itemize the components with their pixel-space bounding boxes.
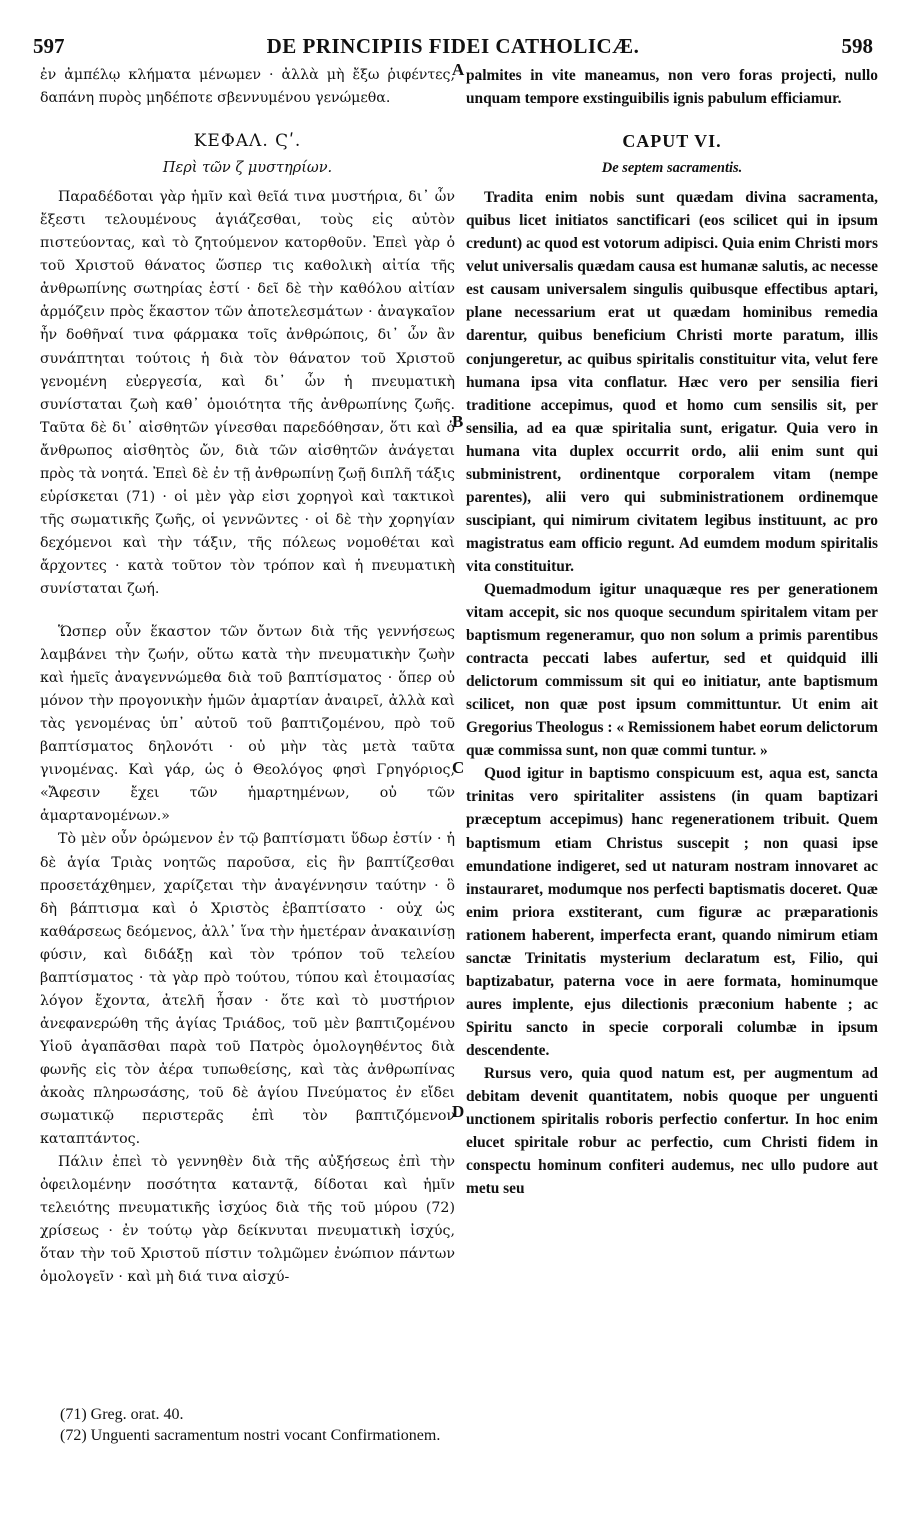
- footnote: (72) Unguenti sacramentum nostri vocant Confirmationem.: [60, 1427, 441, 1444]
- greek-chapter-subtitle: Περὶ τῶν ζ μυστηρίων.: [162, 160, 333, 177]
- latin-intro: palmites in vite maneamus, non vero foras projecti, nullo unquam tempore exstinguibilis ignis pabulum efficiamur.: [466, 67, 878, 108]
- running-title: DE PRINCIPIIS FIDEI CATHOLICÆ.: [266, 34, 640, 58]
- page-number-right: 598: [841, 34, 873, 58]
- margin-letter-b: B: [452, 412, 464, 431]
- footnote: (71) Greg. orat. 40.: [60, 1406, 184, 1423]
- greek-chapter-title: ΚΕΦΑΛ. Ϛʹ.: [193, 131, 302, 152]
- latin-paragraph: Tradita enim nobis sunt quædam divina sacramenta, quibus licet initiatos sanctificari (eos scilicet qui in ipsum credunt) ac quod est votorum adipisci. Quia enim Christi mors velut universalis quædam causa est humanæ salutis, ac necesse est causam universalem singulis quibusque effectibus aptari, plane necessarium erat ut quædam hominibus remedia darentur, quibus beneficium Christi morte paratum, illis conjungeretur, ac quibus spiritalis constituitur vita, velut fere humana ipsa vita conflatur. Hæc vero per sensilia fieri traditione accepimus, quod et homo cum sensilis sit, per sensilia, ad ea quæ spiritalia sunt, erigatur. Quia vero in humana vita duplex occurrit ordo, alii enim sunt qui subministrent, ordinentque corporalem vitam (nempe parentes), alii vero qui subministrationem ordinemque suscipiant, qui nimirum civitatem legibus instituunt, ac pro magistratus eam officio regunt. Ad eumdem modum spiritalis vita constituitur.: [466, 189, 878, 575]
- greek-paragraph: Πάλιν ἐπεὶ τὸ γεννηθὲν διὰ τῆς αὐξήσεως ἐπὶ τὴν ὀφειλομένην ποσότητα καταντᾷ, δίδοται καὶ ἡμῖν τελειότης πνευματικῆς ἰσχύος διὰ τῆς τοῦ μύρου (72) χρίσεως · ἐν τούτῳ γὰρ δείκνυται πνευματικὴ ἰσχύς, ὅταν τὴν τοῦ Χριστοῦ πίστιν τολμῶμεν ἐνώπιον πάντων ὁμολογεῖν · καὶ μὴ διά τινα αἰσχύ-: [40, 1154, 455, 1286]
- latin-paragraph: Quemadmodum igitur unaquæque res per generationem vitam accepit, sic nos quoque secundum spiritalem vitam per baptismum regeneramur, quo non solum a primis parentibus contracta peccati labes aufertur, sed et quidquid illi delictorum commissum sit qui eo initiatur, ante baptismum scilicet, non quæ post ipsum committuntur. Ut enim ait Gregorius Theologus : « Remissionem habet eorum delictorum quæ commissa sunt, non quæ commi tuntur. »: [466, 580, 878, 760]
- latin-paragraph: Quod igitur in baptismo conspicuum est, aqua est, sancta trinitas vero spiritaliter assistens (in quam baptizari præceptum accepimus) hanc regenerationem tribuit. Quem baptismum etiam Christus suscepit ; non quasi ipse emundatione indigeret, sed ut naturam nostram innovaret ac instauraret, modumque nos perfecti baptismatis doceret. Quæ enim priora exstiterant, cum figuræ ac præparationis rationem haberent, imperfecta erant, quando nimirum etiam sanctæ Trinitatis mysterium declaratum est, Filio, qui baptizabatur, paterna voce in aere formata, hominumque aures implente, ejus dilectionis præconium habente ; ac Spiritu sancto in specie corporali columbæ in ipsum descendente.: [466, 765, 878, 1059]
- footnotes: [60, 1404, 440, 1446]
- greek-intro: ἐν ἀμπέλῳ κλήματα μένωμεν · ἀλλὰ μὴ ἔξω ῥιφέντες, δαπάνη πυρὸς μηδέποτε σβεννυμένου γενώμεθα.: [40, 67, 455, 107]
- latin-chapter-subtitle: De septem sacramentis.: [601, 160, 743, 177]
- page-number-left: 597: [33, 34, 65, 58]
- latin-paragraph: Rursus vero, quia quod natum est, per augmentum ad debitam devenit quantitatem, nobis quoque per unguenti unctionem spiritalis roboris perfectio confertur. In hoc enim elucet spiritale robur ac perfectio, cum Christi fidem in conspectu hominum confiteri audemus, nec ullo pudore aut metu seu: [466, 1064, 878, 1198]
- margin-letter-a: A: [452, 60, 465, 79]
- margin-letter-d: D: [452, 1102, 465, 1121]
- greek-paragraph: Τὸ μὲν οὖν ὁρώμενον ἐν τῷ βαπτίσματι ὕδωρ ἐστίν · ἡ δὲ ἁγία Τριὰς νοητῶς παροῦσα, εἰς ἣν βαπτίζεσθαι προσετάχθημεν, χαρίζεται τὴν ἀναγέννησιν ταύτην · ὃ δὴ βάπτισμα καὶ ὁ Χριστὸς ἐβαπτίσατο · οὐχ ὡς καθάρσεως δεόμενος, ἀλλ᾽ ἵνα τὴν ἡμετέραν ἀνακαινίσῃ φύσιν, καὶ διδάξῃ καὶ τὸν τρόπον τοῦ τελείου βαπτίσματος · τὰ γὰρ πρὸ τούτου, τύπου καὶ ἑτοιμασίας λόγον ἔχοντα, ἀτελῆ ἦσαν · ὅτε καὶ τὸ μυστήριον ἀνεφανερώθη τῆς ἁγίας Τριάδος, τοῦ μὲν βαπτιζομένου Υἱοῦ ἀγαπᾶσθαι παρὰ τοῦ Πατρὸς ὁμολογηθέντος διὰ φωνῆς εἰς τὸν ἀέρα τυπωθείσης, καὶ τὰς ἀνθρωπίνας ἀκοὰς πληρωσάσης, τοῦ δὲ ἁγίου Πνεύματος ἐν εἴδει σωματικῷ περιστερᾶς ἐπὶ τὸν βαπτιζόμενον καταπτάντος.: [40, 831, 455, 1148]
- greek-paragraph: Ὥσπερ οὖν ἕκαστον τῶν ὄντων διὰ τῆς γεννήσεως λαμβάνει τὴν ζωήν, οὕτω κατὰ τὴν πνευματικὴν ζωὴν καὶ ἡμεῖς ἀναγεννώμεθα διὰ τοῦ βαπτίσματος · ὅπερ οὐ μόνον τὴν προγονικὴν ἡμῶν ἁμαρτίαν ἀναιρεῖ, ἀλλὰ καὶ τὰς γενομένας ὑπ᾽ αὐτοῦ τοῦ βαπτιζομένου, πρὸ τοῦ βαπτίσματος δηλονότι · οὐ μὴν τὰς μετὰ ταῦτα γινομένας. Καὶ γάρ, ὡς ὁ Θεολόγος φησὶ Γρηγόριος, «Ἄφεσιν ἔχει τῶν ἡμαρτημένων, οὐ τῶν ἁμαρτανομένων.»: [40, 624, 455, 825]
- greek-column: [40, 64, 455, 1289]
- latin-column: [466, 64, 878, 1200]
- margin-letter-c: C: [452, 758, 465, 777]
- latin-chapter-title: CAPUT VI.: [622, 131, 722, 152]
- greek-paragraph: Παραδέδοται γὰρ ἡμῖν καὶ θεῖά τινα μυστήρια, δι᾽ ὧν ἔξεστι τελουμένους ἁγιάζεσθαι, τοὺς εἰς αὐτὸν πιστεύοντας, καὶ τὸ ζητούμενον κατορθοῦν. Ἐπεὶ γὰρ ὁ τοῦ Χριστοῦ θάνατος ὥσπερ τις καθολικὴ αἰτία τῆς ἀνθρωπίνης σωτηρίας ἐστί · δεῖ δὲ τὴν καθόλου αἰτίαν ἁρμόζειν πρὸς ἕκαστον τῶν ἀποτελεσμάτων · ἀναγκαῖον ἦν δοθῆναί τινα φάρμακα τοῖς ἀνθρώποις, δι᾽ ὧν ἂν συνάπτηται τούτοις ἡ διὰ τὸν θάνατον τοῦ Χριστοῦ γενομένη εὐεργεσία, καὶ δι᾽ ὧν ἡ πνευματικὴ συνίσταται ζωὴ καθ᾽ ὁμοιότητα τῆς ἀνθρωπίνης ζωῆς. Ταῦτα δὲ δι᾽ αἰσθητῶν γίνεσθαι παρεδόθησαν, ὅτι καὶ ὁ ἄνθρωπος αἰσθητὸς ὤν, διὰ τῶν αἰσθητῶν ἀνάγεται πρὸς τὰ νοητά. Ἐπεὶ δὲ ἐν τῇ ἀνθρωπίνῃ ζωῇ διπλῆ τάξις εὑρίσκεται (71) · οἱ μὲν γὰρ εἰσι χορηγοὶ καὶ τακτικοὶ τῆς σωματικῆς ζωῆς, οἱ γεννῶντες · οἱ δὲ τὴν χορηγίαν δεχόμενοι καὶ τὴν τάξιν, τῆς πόλεως νομοθέται καὶ ἄρχοντες · κατὰ τοῦτον τὸν τρόπον καὶ ἡ πνευματικὴ συνίσταται ζωή.: [40, 189, 455, 597]
